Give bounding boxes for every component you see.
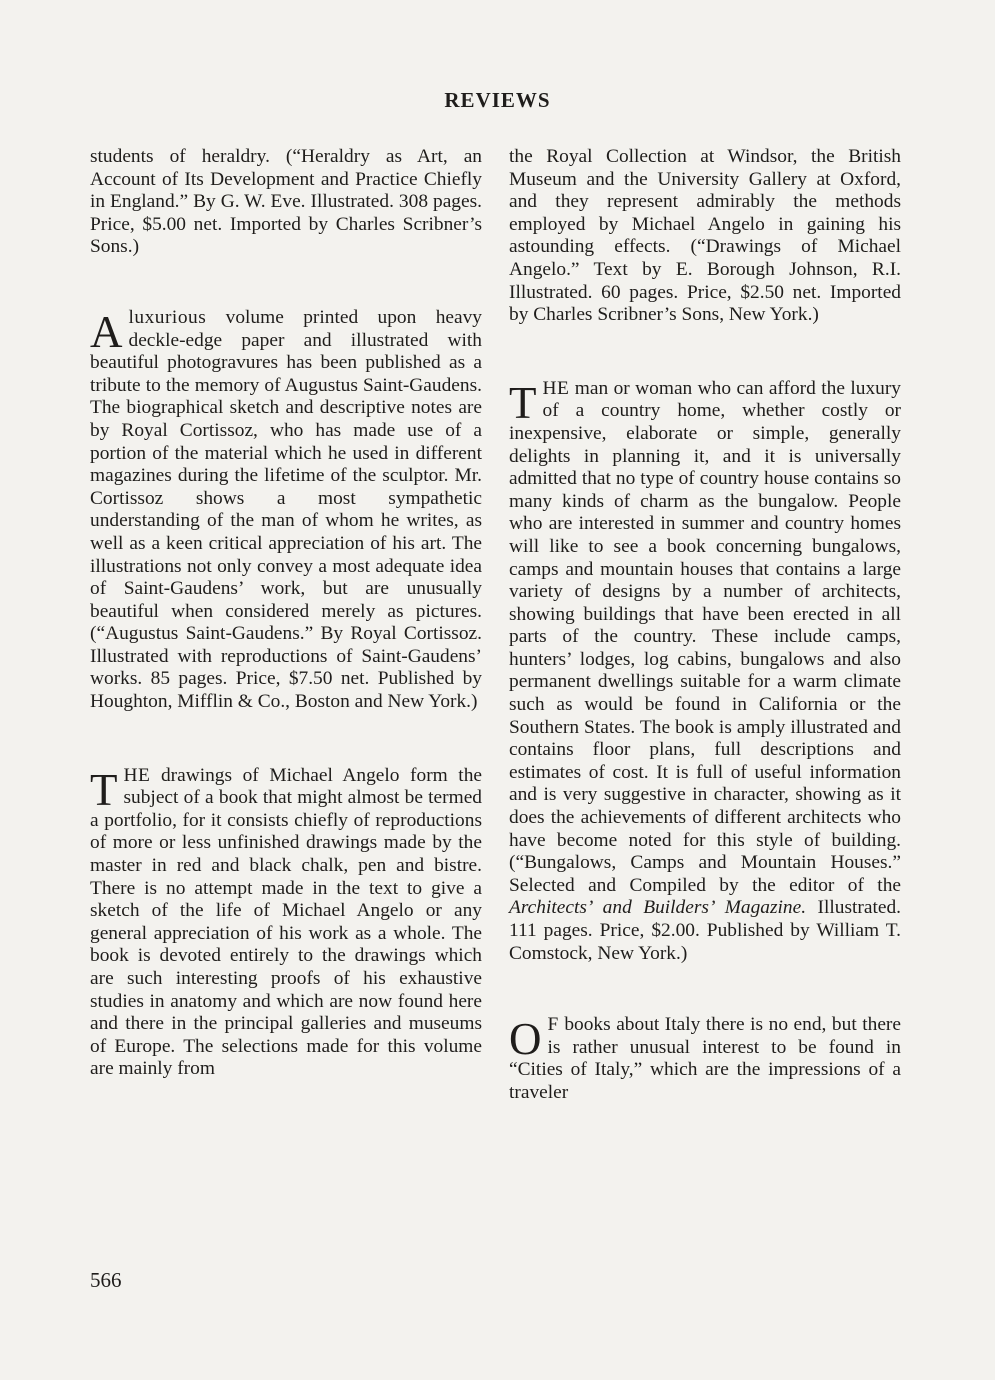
- cities-of-italy-review: [509, 1014, 901, 1104]
- drop-cap: T: [90, 764, 118, 815]
- magazine-title: Architects’ and Builders’ Magazine.: [509, 897, 807, 919]
- page-header: REVIEWS: [444, 88, 551, 112]
- heraldry-review-end: students of heraldry. (“Heraldry as Art, an Account of Its Development and Practice Chiefly in England.” By G. W. Eve. Illustrated. 308 pages. Price, $5.00 net. Imported by Charles Scribner’s Sons.): [90, 146, 482, 258]
- lead-word: HE: [542, 377, 570, 399]
- paragraph-body-end: Illustrated. 111 pages. Price, $2.00. Published by William T. Comstock, New York.): [509, 897, 902, 964]
- right-column: [509, 146, 901, 1105]
- paragraph-body: books about Italy there is no end, but there is rather unusual interest to be found in “Cities of Italy,” which are the impressions of a traveler: [509, 1014, 901, 1103]
- lead-word: F: [547, 1014, 559, 1036]
- michael-angelo-review-end: the Royal Collection at Windsor, the British Museum and the University Gallery at Oxford, and they represent admirably the methods employed by Michael Angelo in gaining his astounding effects. (“Drawings of Michael Angelo.” Text by E. Borough Johnson, R.I. Illustrated. 60 pages. Price, $2.50 net. Imported by Charles Scribner’s Sons, New York.): [509, 146, 901, 326]
- bungalows-review: [509, 378, 901, 965]
- lead-word: HE: [123, 764, 151, 786]
- page-number: 566: [90, 1268, 122, 1292]
- michael-angelo-review: [90, 765, 482, 1081]
- paragraph-body: volume printed upon heavy deckle-edge paper and illustrated with beautiful photogravures has been published as a tribute to the memory of Augustus Saint-Gaudens. The biographical sketch and descriptive notes are by Royal Cortissoz, who has made use of a portion of the material which he used in different magazines during the lifetime of the sculptor. Mr. Cortissoz shows a most sympathetic understanding of the man of whom he writes, as well as a keen critical appreciation of his art. The illustrations not only convey a most adequate idea of Saint-Gaudens’ work, but are unusually beautiful when considered merely as pictures. (“Augustus Saint-Gaudens.” By Royal Cortissoz. Illustrated with reproductions of Saint-Gaudens’ works. 85 pages. Price, $7.50 net. Published by Houghton, Mifflin & Co., Boston and New York.): [90, 306, 482, 713]
- lead-word: luxurious: [128, 306, 207, 328]
- left-column: [90, 146, 482, 1081]
- drop-cap: A: [90, 306, 123, 357]
- drop-cap: T: [509, 377, 537, 428]
- saint-gaudens-review: [90, 307, 482, 714]
- paragraph-body: man or woman who can afford the luxury of a country home, whether costly or inexpensive, elaborate or simple, generally delights in planning it, and it is universally admitted that no type of country house contains so many kinds of charm as the bungalow. People who are interested in summer and country homes will like to see a book concerning bungalows, camps and mountain houses that contains a large variety of designs by a number of architects, showing buildings that have been erected in all parts of the country. These include camps, hunters’ lodges, log cabins, bungalows and also permanent dwellings suitable for a warm climate such as would be found in California or the Southern States. The book is amply illustrated and contains floor plans, full descriptions and estimates of cost. It is full of useful information and is very suggestive in character, showing as it does the achievements of different architects who have become noted for this style of building. (“Bungalows, Camps and Mountain Houses.” Selected and Compiled by the editor of the: [509, 377, 901, 896]
- drop-cap: O: [509, 1014, 542, 1065]
- paragraph-body: drawings of Michael Angelo form the subject of a book that might almost be termed a portfolio, for it consists chiefly of reproductions of more or less unfinished drawings made by the master in red and black chalk, pen and bistre. There is no attempt made in the text to give a sketch of the life of Michael Angelo or any general appreciation of his work as a whole. The book is devoted entirely to the drawings which are such interesting proofs of his exhaustive studies in anatomy and which are now found here and there in the principal galleries and museums of Europe. The selections made for this volume are mainly from: [90, 764, 482, 1080]
